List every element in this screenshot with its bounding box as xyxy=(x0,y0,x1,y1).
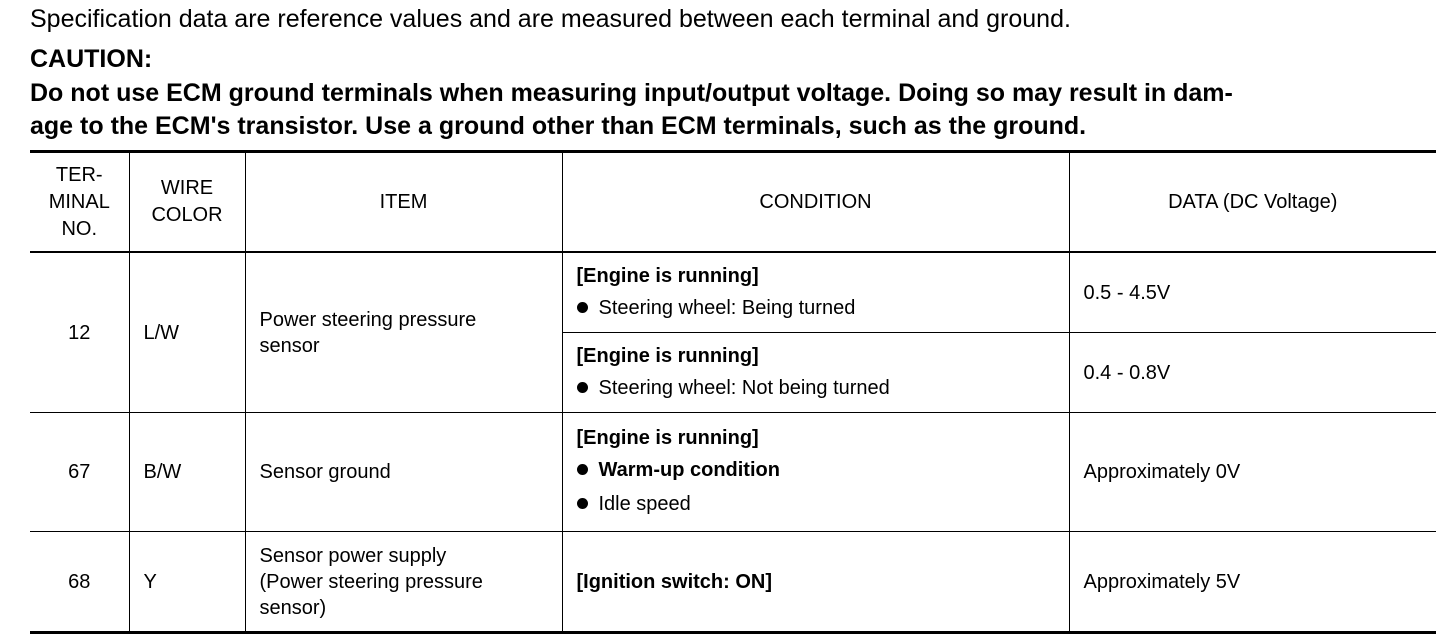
terminal-spec-table xyxy=(30,150,1436,634)
bullet-dot-icon xyxy=(577,302,588,313)
bullet-dot-icon xyxy=(577,382,588,393)
condition-cell xyxy=(562,252,1069,333)
condition-cell xyxy=(562,333,1069,413)
condition-bullet: Warm-up condition xyxy=(577,453,1055,487)
header-item: ITEM xyxy=(245,152,562,253)
data-cell: Approximately 5V xyxy=(1069,532,1436,633)
header-row xyxy=(30,152,1436,253)
caution-text xyxy=(30,77,1440,143)
caution-label: CAUTION: xyxy=(30,45,153,73)
condition-title: [Engine is running] xyxy=(576,427,759,449)
condition-bullet: Idle speed xyxy=(577,487,1055,521)
data-cell: 0.5 - 4.5V xyxy=(1069,252,1436,333)
condition-bullet: Steering wheel: Not being turned xyxy=(577,371,1055,405)
bullet-dot-icon xyxy=(577,464,588,475)
table-row xyxy=(30,252,1436,333)
table-row xyxy=(30,413,1436,532)
terminal-no-cell: 68 xyxy=(30,532,129,633)
header-terminal-no: TER- MINAL NO. xyxy=(30,152,129,253)
intro-text: Specification data are reference values and are measured between each terminal and ground. xyxy=(30,5,1071,33)
item-cell: Sensor ground xyxy=(245,413,562,532)
condition-title: [Ignition switch: ON] xyxy=(576,570,773,593)
header-data: DATA (DC Voltage) xyxy=(1069,152,1436,253)
condition-title: [Engine is running] xyxy=(576,264,759,287)
caution-line-2: age to the ECM's transistor. Use a ground other than ECM terminals, such as the ground. xyxy=(30,112,1087,140)
item-cell: Power steering pressure sensor xyxy=(245,252,562,413)
bullet-dot-icon xyxy=(577,498,588,509)
data-cell: Approximately 0V xyxy=(1069,413,1436,532)
terminal-no-cell: 67 xyxy=(30,413,129,532)
header-wire-color: WIRE COLOR xyxy=(129,152,245,253)
data-cell: 0.4 - 0.8V xyxy=(1069,333,1436,413)
condition-cell xyxy=(562,413,1069,532)
terminal-no-cell: 12 xyxy=(30,252,129,413)
wire-color-cell: L/W xyxy=(129,252,245,413)
wire-color-cell: B/W xyxy=(129,413,245,532)
caution-line-1: Do not use ECM ground terminals when measuring input/output voltage. Doing so may result in dam- xyxy=(30,79,1233,107)
wire-color-cell: Y xyxy=(129,532,245,633)
condition-cell xyxy=(562,532,1069,633)
table-row xyxy=(30,532,1436,633)
item-cell: Sensor power supply (Power steering pressure sensor) xyxy=(245,532,562,633)
condition-bullet: Steering wheel: Being turned xyxy=(577,291,1055,325)
condition-title: [Engine is running] xyxy=(576,344,759,367)
header-condition: CONDITION xyxy=(562,152,1069,253)
